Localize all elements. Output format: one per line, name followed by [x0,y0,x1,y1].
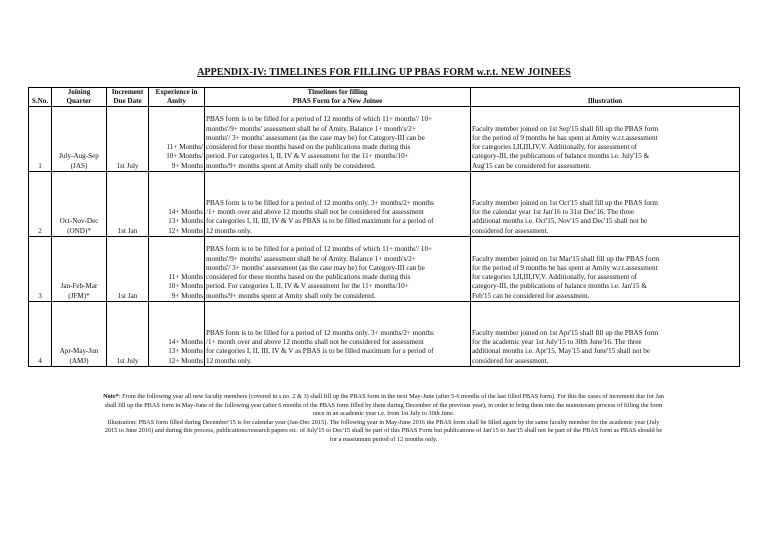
experience-line: 11+ Months [168,273,203,282]
cell-illustration [471,172,740,237]
cell-timeline-rule [205,237,471,302]
rule-line: months/9+ months spent at Amity shall only be considered. [206,161,376,170]
cell-timeline-rule [205,302,471,367]
rule-line: considered for these months based on the publications made during this [206,143,411,152]
experience-line: 10+ Months [168,282,203,291]
illustration-line: additional months i.e. Apr'15, May'15 and June'15 shall not be [472,347,650,356]
footnote-line [28,427,739,436]
header-increment-due-date: Increment Due Date [107,88,149,107]
cell-increment-due-date: 1st Jan [107,237,149,302]
illustration-line: for the period of 9 months he has spent at Amity w.r.t.assessment [472,133,658,142]
footnote-line [28,393,739,402]
cell-increment-due-date: 1st July [107,107,149,172]
illustration-line: additional months i.e. Oct'15, Nov'15 and Dec'15 shall not be [472,217,648,226]
cell-experience [149,172,205,237]
footnote-text: 2015 to June 2016) and during this process, publications/research papers etc. of July'15 to Dec'15 shall be part of this PBAS Form but publications of Jan'15 to Jun'15 shall not be part of the PBAS form as PBAS should be [104,427,663,435]
quarter-line: (JFM)* [68,291,90,300]
experience-line: 9+ Months [171,161,203,170]
cell-sno: 2 [29,172,52,237]
illustration-line: category-III, the publications of balance months i.e. July'15 & [472,152,650,161]
footnote-line [28,436,739,445]
cell-timeline-rule [205,172,471,237]
illustration-line: Faculty member joined on 1st Apr'15 shall fill up the PBAS form [472,328,659,337]
table-row [29,107,740,172]
quarter-line: (JAS) [70,161,88,170]
rule-line: PBAS form is to be filled for a period of 12 months only. 3+ months/2+ months [206,328,434,337]
rule-line: considered for these months based on the publications made during this [206,273,411,282]
quarter-line: July-Aug-Sep [59,152,99,161]
illustration-line: for the academic year 1st July'15 to 30th June'16. The three [472,338,642,347]
quarter-line: Oct-Nov-Dec [59,217,99,226]
experience-line: 10+ Months/ [166,152,203,161]
footnote-text: once in an academic year i.e. from 1st July to 30th June. [312,410,455,418]
rule-line: period. For categories I, II, IV & V assessment for the 11+ months/10+ [206,282,409,291]
rule-line: /1+ month over and above 12 months shall not be considered for assessment [206,208,424,217]
illustration-line: Aug'15 can be considered for assessment. [472,161,592,170]
quarter-line: (AMJ) [69,356,89,365]
footnote-text: : From the following year all new faculty members (covered in s.no. 2 & 3) shall fill up the PBAS form in the next May-June (after 5-6 months of the last filled PBAS form). For this the cases of increment due for Jan [118,393,664,400]
rule-line: for categories I, II, III, IV & V as PBAS is to be filled maximum for a period of [206,347,434,356]
rule-line: months'/ 3+ months' assessment (as the case may be) for Category-III can be [206,263,425,272]
header-experience: Experience in Amity [149,88,205,107]
experience-line: 12+ Months [168,226,203,235]
illustration-line: for categories I,II,III,IV,V. Additionally, for assessment of [472,273,638,282]
footnote-line [28,410,739,419]
illustration-line: for the period of 9 months he has spent at Amity w.r.t.assessment [472,263,658,272]
table-row [29,172,740,237]
experience-line: 11+ Months/ [166,143,203,152]
timelines-table [28,87,740,367]
experience-line: 14+ Months [168,338,203,347]
cell-illustration [471,302,740,367]
rule-line: 12 months only. [206,226,252,235]
cell-experience [149,107,205,172]
header-row [29,88,740,107]
cell-joining-quarter [52,172,107,237]
footnote-label: Note* [103,393,119,400]
rule-line: months'/9+ months' assessment shall be of Amity. Balance 1+ month's/2+ [206,254,416,263]
cell-joining-quarter [52,302,107,367]
cell-timeline-rule [205,107,471,172]
quarter-line: Apr-May-Jun [59,347,99,356]
cell-joining-quarter [52,107,107,172]
cell-sno: 3 [29,237,52,302]
illustration-line: Faculty member joined on 1st Oct'15 shall fill up the PBAS form [472,198,658,207]
illustration-line: Feb'15 can be considered for assessment. [472,291,590,300]
cell-increment-due-date: 1st Jan [107,172,149,237]
cell-experience [149,237,205,302]
header-timelines: Timelines for filling PBAS Form for a New Joinee [205,88,471,107]
rule-line: months'/ 3+ months' assessment (as the case may be) for Category-III can be [206,133,425,142]
experience-line: 9+ Months [171,291,203,300]
header-sno: S.No. [29,88,52,107]
experience-line: 14+ Months [168,208,203,217]
rule-line: PBAS form is to be filled for a period of 12 months of which 11+ months'/ 10+ [206,245,433,254]
cell-illustration [471,237,740,302]
illustration-line: for the calendar year 1st Jan'16 to 31st Dec'16. The three [472,208,635,217]
header-illustration: Illustration [471,88,740,107]
rule-line: PBAS form is to be filled for a period of 12 months only. 3+ months/2+ months [206,198,434,207]
page-title: APPENDIX-IV: TIMELINES FOR FILLING UP PBAS FORM w.r.t. NEW JOINEES [197,67,571,78]
cell-sno: 1 [29,107,52,172]
rule-line: months/9+ months spent at Amity shall only be considered. [206,291,376,300]
footnote-text: Illustration: PBAS form filled during December'15 is for calendar year (Jan-Dec 2015). The following year in May-June 2016 the PBAS form shall be filled again by the same faculty member for the academic year (July [107,418,660,426]
rule-line: months'/9+ months' assessment shall be of Amity. Balance 1+ month's/2+ [206,124,416,133]
cell-illustration [471,107,740,172]
footnote-text: for a masiumum period of 12 months only. [329,435,438,443]
quarter-line: Jan-Feb-Mar [60,282,98,291]
footnote-line [28,419,739,428]
cell-increment-due-date: 1st July [107,302,149,367]
experience-line: 13+ Months [168,347,203,356]
illustration-line: for categories I,II,III,IV,V. Additionally, for assessment of [472,143,638,152]
illustration-line: Faculty member joined on 1st Sep'15 shall fill up the PBAS form [472,124,659,133]
experience-line: 13+ Months [168,217,203,226]
table-body [29,107,740,367]
footnote-line [28,402,739,411]
illustration-line: considered for assessment. [472,356,549,365]
rule-line: for categories I, II, III, IV & V as PBAS is to be filled maximum for a period of [206,217,434,226]
rule-line: 12 months only. [206,356,252,365]
header-joining-quarter: Joining Quarter [52,88,107,107]
cell-joining-quarter [52,237,107,302]
cell-sno: 4 [29,302,52,367]
table-row [29,237,740,302]
rule-line: period. For categories I, II, IV & V assessment for the 11+ months/10+ [206,152,409,161]
rule-line: PBAS form is to be filled for a period of 12 months of which 11+ months'/ 10+ [206,115,433,124]
experience-line: 12+ Months [168,356,203,365]
illustration-line: considered for assessment. [472,226,549,235]
illustration-line: Faculty member joined on 1st Mar'15 shall fill up the PBAS form [472,254,660,263]
footnote-text: shall fill up the PBAS form in May-June of the following year (after 6 months of the PBAS form filled by them during December of the previous year), in order to bring them into the mainstream process of filling the form [104,401,663,409]
quarter-line: (OND)* [67,226,91,235]
footnote [28,393,739,445]
illustration-line: category-III, the publications of balance months i.e. Jan'15 & [472,282,647,291]
rule-line: /1+ month over and above 12 months shall not be considered for assessment [206,338,424,347]
table-row [29,302,740,367]
cell-experience [149,302,205,367]
